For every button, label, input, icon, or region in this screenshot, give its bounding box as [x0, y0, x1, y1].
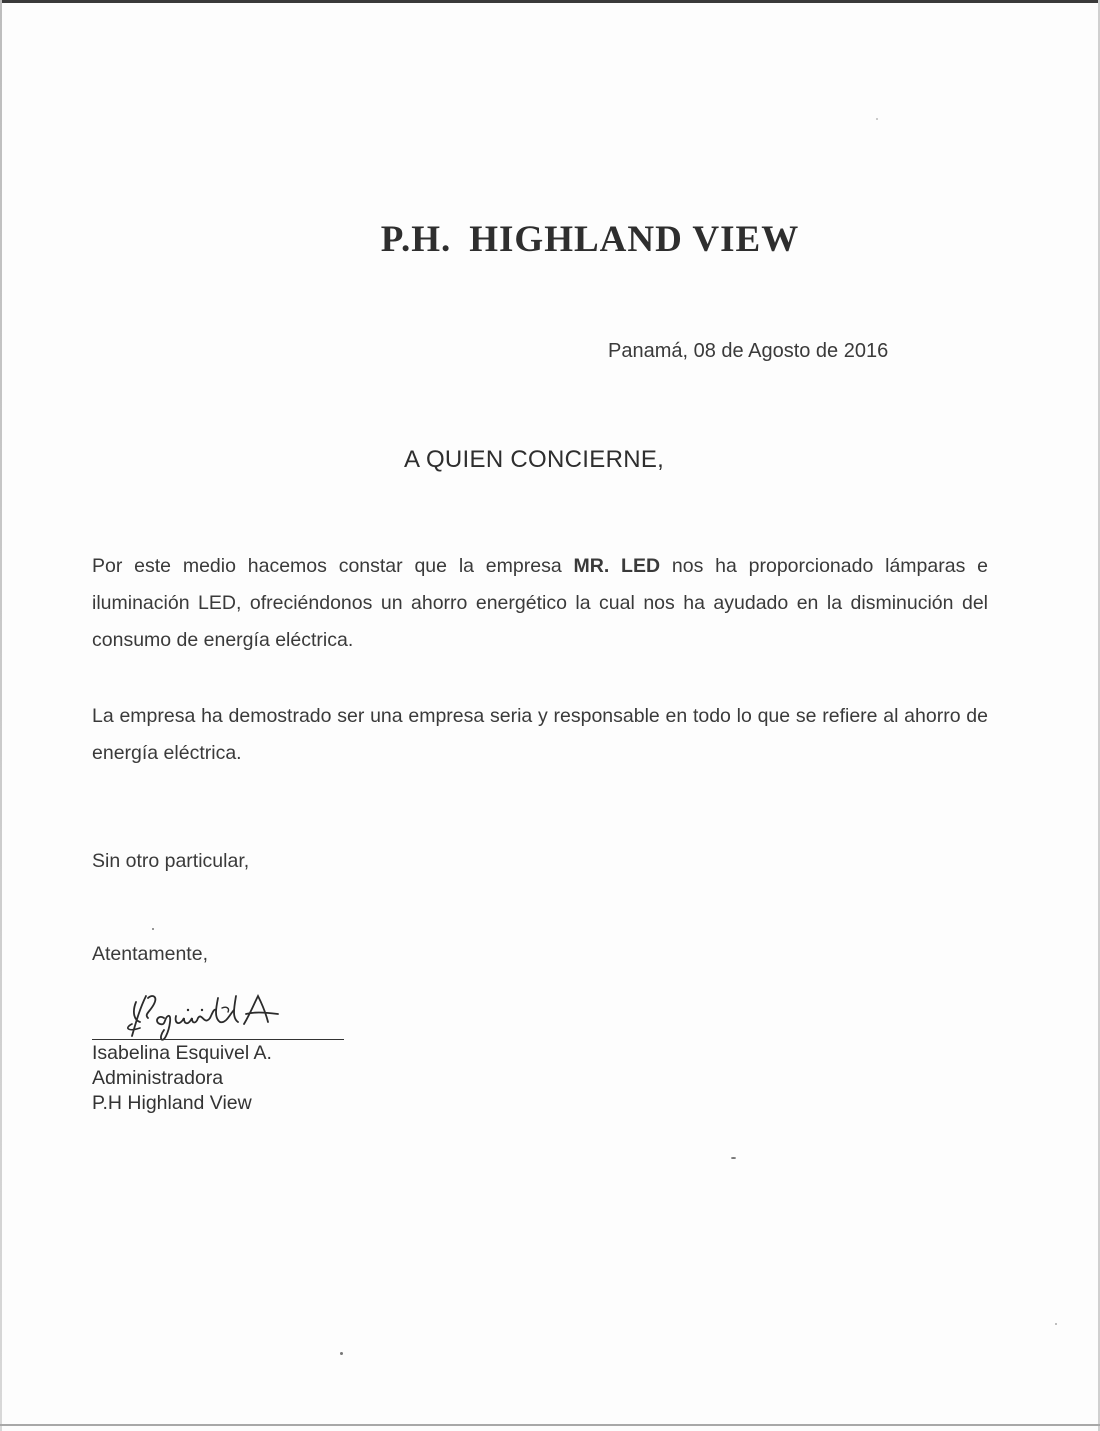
letter-date: Panamá, 08 de Agosto de 2016 [608, 340, 889, 362]
paragraph1-before-company: Por este medio hacemos constar que la empresa [92, 555, 574, 577]
paragraph1-after-company: nos ha proporcionado lámparas e iluminación LED, ofreciéndonos un ahorro energético la cual nos ha ayudado en la disminución del consumo de energía eléctrica. [92, 555, 988, 651]
salutation: A QUIEN CONCIERNE, [404, 446, 665, 473]
scan-speck [152, 928, 154, 930]
scan-speck [876, 118, 878, 120]
signer-role: Administradora [92, 1067, 224, 1089]
scan-speck [340, 1352, 343, 1355]
body-paragraph-2: La empresa ha demostrado ser una empresa seria y responsable en todo lo que se refiere al ahorro de energía eléctrica. [92, 705, 988, 764]
letterhead-title [0, 218, 1100, 261]
signer-organization: P.H Highland View [92, 1092, 252, 1114]
closing-line: Sin otro particular, [92, 850, 250, 872]
scan-speck [1055, 1323, 1057, 1325]
letterhead-title-part1: P.H. [380, 219, 452, 260]
scan-edge-top [0, 0, 1100, 3]
scan-edge-left [0, 0, 2, 1431]
sign-off: Atentamente, [92, 943, 208, 965]
body-paragraph-1 [92, 548, 988, 659]
scan-speck [731, 1157, 736, 1159]
letterhead-title-part2: HIGHLAND VIEW [469, 219, 800, 260]
scan-edge-bottom [0, 1424, 1100, 1426]
company-name: MR. LED [573, 555, 661, 577]
signature-line [92, 1039, 344, 1040]
signer-name: Isabelina Esquivel A. [92, 1042, 272, 1064]
